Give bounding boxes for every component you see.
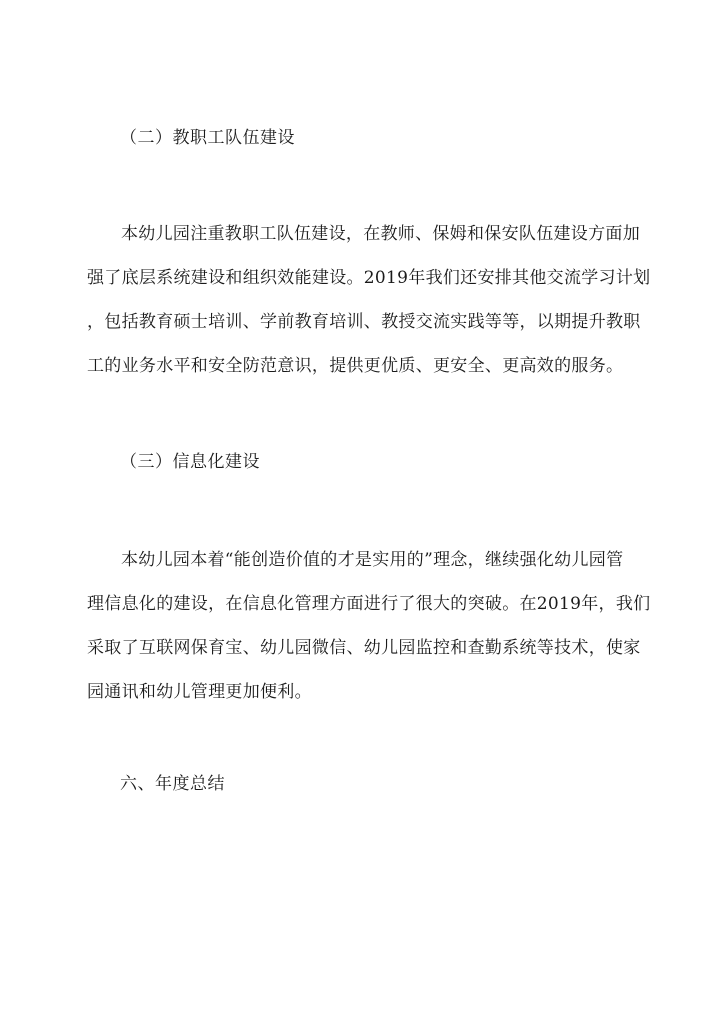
paragraph-line: ，包括教育硕士培训、学前教育培训、教授交流实践等等，以期提升教职 <box>87 312 641 332</box>
paragraph-line: 强了底层系统建设和组织效能建设。2019年我们还安排其他交流学习计划 <box>87 268 651 288</box>
paragraph-line: 采取了互联网保育宝、幼儿园微信、幼儿园监控和查勤系统等技术，使家 <box>87 638 641 658</box>
paragraph-staff <box>87 212 651 388</box>
paragraph-line: 理信息化的建设，在信息化管理方面进行了很大的突破。在2019年，我们 <box>87 594 651 614</box>
paragraph-it <box>87 538 651 714</box>
paragraph-line: 工的业务水平和安全防范意识，提供更优质、更安全、更高效的服务。 <box>87 356 624 376</box>
paragraph-line: 园通讯和幼儿管理更加便利。 <box>87 682 312 702</box>
section-heading-it: （三）信息化建设 <box>120 452 260 472</box>
paragraph-line: 本幼儿园本着“能创造价值的才是实用的”理念，继续强化幼儿园管 <box>121 550 624 570</box>
section-heading-staff: （二）教职工队伍建设 <box>120 128 295 148</box>
paragraph-line: 本幼儿园注重教职工队伍建设，在教师、保姆和保安队伍建设方面加 <box>121 224 640 244</box>
section-heading-summary: 六、年度总结 <box>120 774 225 794</box>
